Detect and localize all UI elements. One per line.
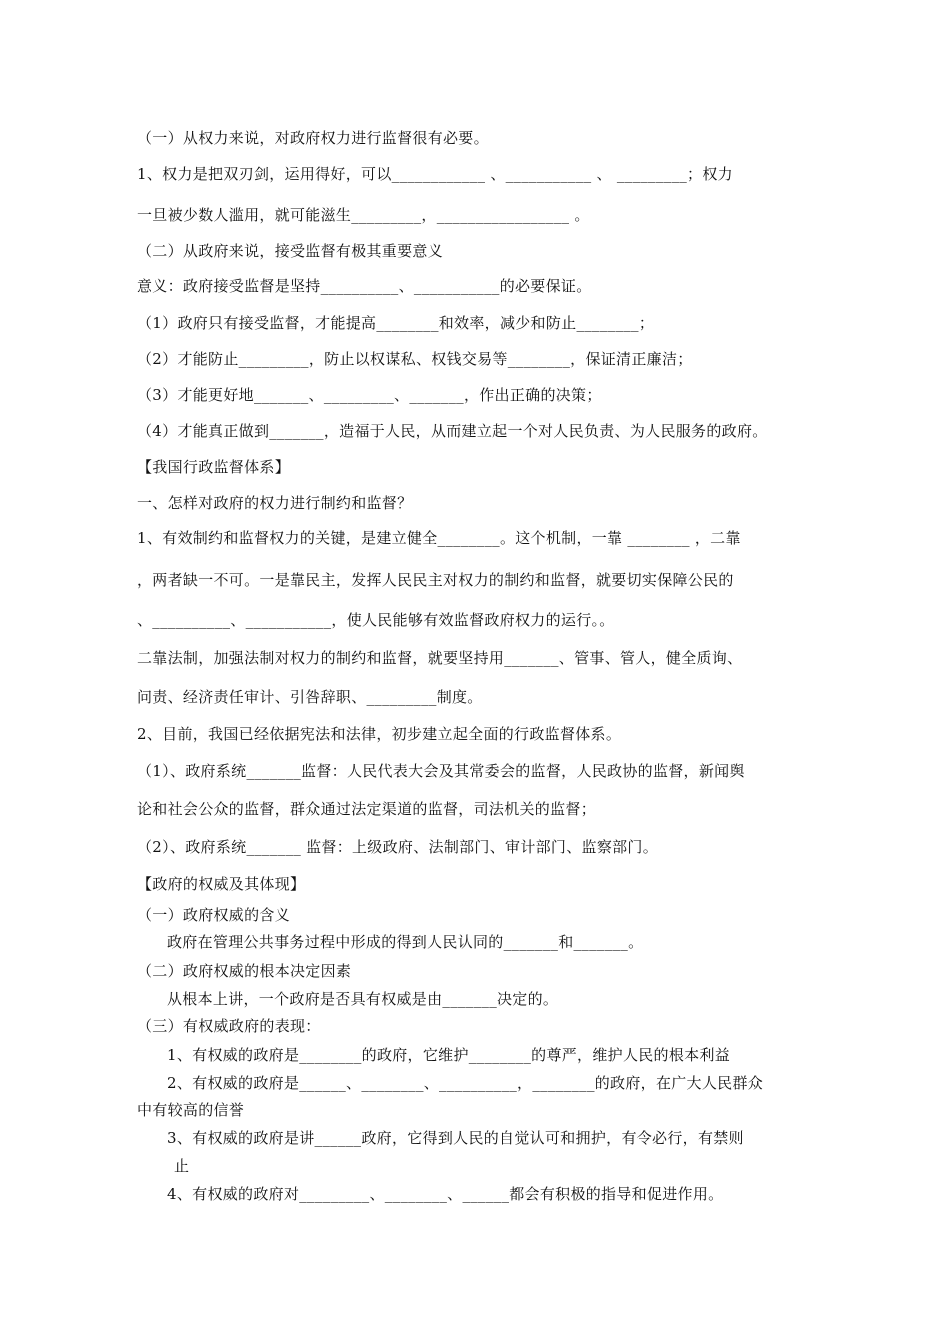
paragraph-line: 论和社会公众的监督，群众通过法定渠道的监督，司法机关的监督；: [137, 800, 597, 818]
paragraph-line: 一旦被少数人滥用，就可能滋生_________，_________________ 。: [137, 206, 590, 224]
list-item: 1、有权威的政府是________的政府，它维护________的尊严，维护人民的根本利益: [167, 1046, 731, 1064]
section-title-supervision-system: 【我国行政监督体系】: [137, 458, 291, 476]
paragraph-line: 政府在管理公共事务过程中形成的得到人民认同的_______和_______。: [167, 933, 644, 951]
paragraph-line: 问责、经济责任审计、引咎辞职、_________制度。: [137, 688, 483, 706]
list-item: （2）、政府系统_______ 监督：上级政府、法制部门、审计部门、监察部门。: [137, 838, 659, 856]
paragraph-line: 1、权力是把双刃剑，运用得好，可以____________ 、___________ 、 _________；权力: [137, 165, 733, 183]
section-title-authority: 【政府的权威及其体现】: [137, 875, 306, 893]
list-item: （1）、政府系统_______监督：人民代表大会及其常委会的监督，人民政协的监督，新闻舆: [137, 762, 745, 780]
paragraph-line: ，两者缺一不可。一是靠民主，发挥人民民主对权力的制约和监督，就要切实保障公民的: [137, 571, 734, 589]
paragraph-line: 中有较高的信誉: [137, 1101, 245, 1119]
list-item: 2、有权威的政府是______、________、__________，________的政府，在广大人民群众: [167, 1074, 764, 1092]
paragraph-line: 意义：政府接受监督是坚持__________、___________的必要保证。: [137, 277, 592, 295]
list-item: （3）才能更好地_______、_________、_______，作出正确的决策；: [137, 386, 602, 404]
section-heading-government: （二）从政府来说，接受监督有极其重要意义: [137, 242, 444, 260]
list-item: （2）才能防止_________，防止以权谋私、权钱交易等________，保证清正廉洁；: [137, 350, 693, 368]
section-heading-power: （一）从权力来说，对政府权力进行监督很有必要。: [137, 129, 489, 147]
paragraph-line: 止: [174, 1157, 190, 1175]
list-item: 3、有权威的政府是讲______政府，它得到人民的自觉认可和拥护，有令必行，有禁则: [167, 1129, 744, 1147]
sub-heading: （二）政府权威的根本决定因素: [137, 962, 352, 980]
sub-heading: （一）政府权威的含义: [137, 906, 291, 924]
paragraph-line: 从根本上讲，一个政府是否具有权威是由_______决定的。: [167, 990, 559, 1008]
paragraph-line: 2、目前，我国已经依据宪法和法律，初步建立起全面的行政监督体系。: [137, 725, 622, 743]
paragraph-line: 二靠法制，加强法制对权力的制约和监督，就要坚持用_______、管事、管人，健全质询、: [137, 649, 743, 667]
paragraph-line: 、__________、___________，使人民能够有效监督政府权力的运行。。: [137, 611, 615, 629]
sub-heading: （三）有权威政府的表现：: [137, 1017, 321, 1035]
paragraph-line: 1、有效制约和监督权力的关键，是建立健全________。这个机制，一靠 ________ ，二靠: [137, 529, 741, 547]
list-item: （4）才能真正做到_______，造福于人民，从而建立起一个对人民负责、为人民服务的政府。: [137, 422, 768, 440]
question-heading: 一、怎样对政府的权力进行制约和监督？: [137, 494, 413, 512]
list-item: （1）政府只有接受监督，才能提高________和效率，减少和防止________；: [137, 314, 655, 332]
list-item: 4、有权威的政府对_________、________、______都会有积极的指导和促进作用。: [167, 1185, 724, 1203]
